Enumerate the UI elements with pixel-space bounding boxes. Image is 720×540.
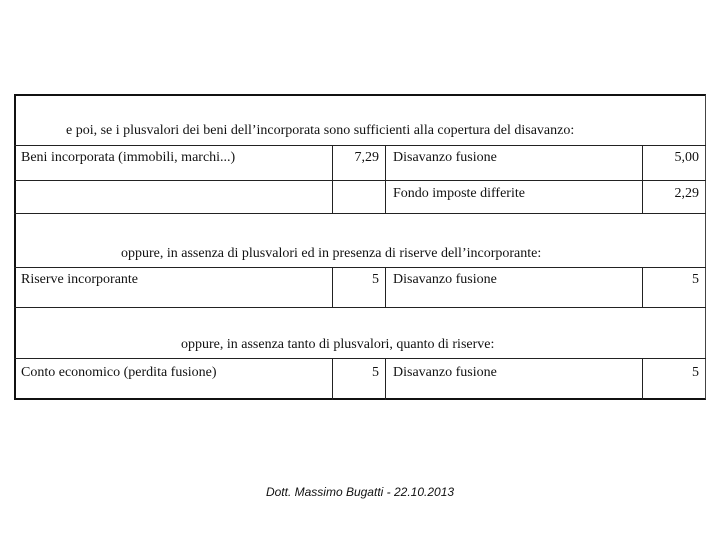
section1-intro: e poi, se i plusvalori dei beni dell’incorporata sono sufficienti alla copertura del disavanzo:	[66, 123, 575, 138]
section1-col-divider-2	[385, 145, 386, 213]
section2-top-rule	[14, 267, 706, 268]
section1-row2-credit-label: Fondo imposte differite	[393, 186, 525, 201]
section1-col-divider-1	[332, 145, 333, 213]
section3-credit-value: 5	[692, 365, 699, 380]
section2-debit-label: Riserve incorporante	[21, 272, 139, 287]
section3-debit-label: Conto economico (perdita fusione)	[21, 365, 217, 380]
section1-top-rule	[14, 145, 706, 146]
section2-col-divider-1	[332, 267, 333, 307]
section2-credit-label: Disavanzo fusione	[393, 272, 497, 287]
footer-author-date: Dott. Massimo Bugatti - 22.10.2013	[265, 485, 455, 499]
section2-col-divider-3	[642, 267, 643, 307]
section2-debit-value: 5	[372, 272, 379, 287]
section1-row1-debit-label: Beni incorporata (immobili, marchi...)	[21, 150, 236, 165]
section3-col-divider-2	[385, 358, 386, 400]
section3-col-divider-3	[642, 358, 643, 400]
section2-credit-value: 5	[692, 272, 699, 287]
section1-bottom-rule	[14, 213, 706, 214]
section1-col-divider-3	[642, 145, 643, 213]
section2-bottom-rule	[14, 307, 706, 308]
section3-debit-value: 5	[372, 365, 379, 380]
section2-col-divider-2	[385, 267, 386, 307]
section3-col-divider-1	[332, 358, 333, 400]
section3-intro: oppure, in assenza tanto di plusvalori, quanto di riserve:	[181, 337, 495, 352]
section1-row1-credit-value: 5,00	[674, 150, 699, 165]
section1-row-divider	[14, 180, 706, 181]
section3-credit-label: Disavanzo fusione	[393, 365, 497, 380]
section2-intro: oppure, in assenza di plusvalori ed in presenza di riserve dell’incorporante:	[121, 246, 542, 261]
section1-row1-credit-label: Disavanzo fusione	[393, 150, 497, 165]
section1-row2-credit-value: 2,29	[674, 186, 699, 201]
section3-top-rule	[14, 358, 706, 359]
section1-row1-debit-value: 7,29	[354, 150, 379, 165]
